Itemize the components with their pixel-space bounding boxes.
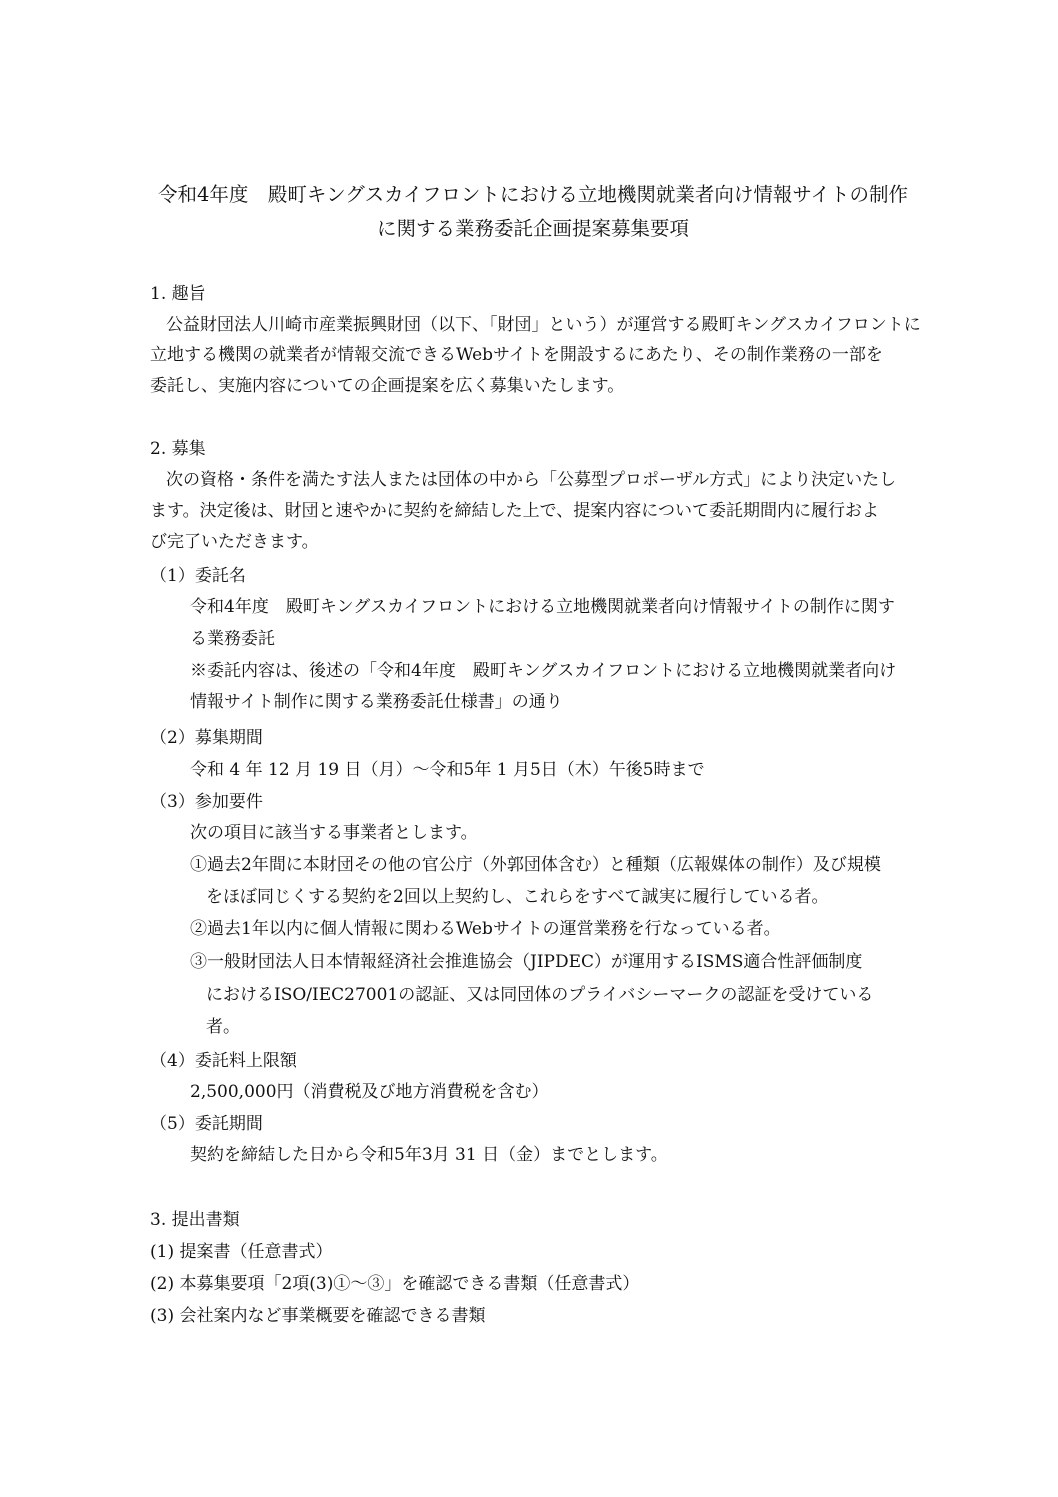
item-1-line: 令和4年度 殿町キングスカイフロントにおける立地機関就業者向け情報サイトの制作に関す [190,597,895,617]
item-4-label: （4）委託料上限額 [150,1051,297,1071]
item-3-line: ①過去2年間に本財団その他の官公庁（外郭団体含む）と種類（広報媒体の制作）及び規模 [190,855,881,875]
item-3-label: （3）参加要件 [150,792,263,812]
section-1-paragraph-line: 委託し、実施内容についての企画提案を広く募集いたします。 [150,376,625,396]
item-2-label: （2）募集期間 [150,728,263,748]
section-2-heading: 2. 募集 [150,439,206,459]
item-1-label: （1）委託名 [150,566,246,586]
document-title-line-1: 令和4年度 殿町キングスカイフロントにおける立地機関就業者向け情報サイトの制作 [157,183,909,206]
item-3-line: 者。 [206,1017,240,1037]
document-title-line-2: に関する業務委託企画提案募集要項 [376,217,689,240]
item-3-line: におけるISO/IEC27001の認証、又は同団体のプライバシーマークの認証を受けている [206,985,874,1005]
section-2-paragraph-line: 次の資格・条件を満たす法人または団体の中から「公募型プロポーザル方式」により決定いたし [166,470,897,490]
section-3-item: (2) 本募集要項「2項(3)①～③」を確認できる書類（任意書式） [150,1274,640,1294]
item-3-line: 次の項目に該当する事業者とします。 [190,823,478,843]
item-1-line: る業務委託 [190,629,275,649]
item-1-line: 情報サイト制作に関する業務委託仕様書」の通り [190,692,563,712]
item-4-line: 2,500,000円（消費税及び地方消費税を含む） [190,1082,549,1102]
item-5-line: 契約を締結した日から令和5年3月 31 日（金）までとします。 [190,1145,668,1165]
item-3-line: をほぼ同じくする契約を2回以上契約し、これらをすべて誠実に履行している者。 [206,887,829,907]
section-3-heading: 3. 提出書類 [150,1210,240,1230]
item-5-label: （5）委託期間 [150,1114,263,1134]
item-3-line: ③一般財団法人日本情報経済社会推進協会（JIPDEC）が運用するISMS適合性評価制度 [190,952,863,972]
section-1-heading: 1. 趣旨 [150,284,206,304]
section-2-paragraph-line: ます。決定後は、財団と速やかに契約を締結した上で、提案内容について委託期間内に履行およ [150,501,879,521]
section-1-paragraph-line: 公益財団法人川崎市産業振興財団（以下、「財団」という）が運営する殿町キングスカイフロントに [166,315,921,335]
item-3-line: ②過去1年以内に個人情報に関わるWebサイトの運営業務を行なっている者。 [190,919,781,939]
item-1-line: ※委託内容は、後述の「令和4年度 殿町キングスカイフロントにおける立地機関就業者向け [190,661,897,681]
section-2-paragraph-line: び完了いただきます。 [150,532,319,552]
section-1-paragraph-line: 立地する機関の就業者が情報交流できるWebサイトを開設するにあたり、その制作業務の一部を [150,345,883,365]
section-3-item: (1) 提案書（任意書式） [150,1242,333,1262]
item-2-line: 令和 4 年 12 月 19 日（月）～令和5年 1 月5日（木）午後5時まで [190,760,705,780]
section-3-item: (3) 会社案内など事業概要を確認できる書類 [150,1306,486,1326]
